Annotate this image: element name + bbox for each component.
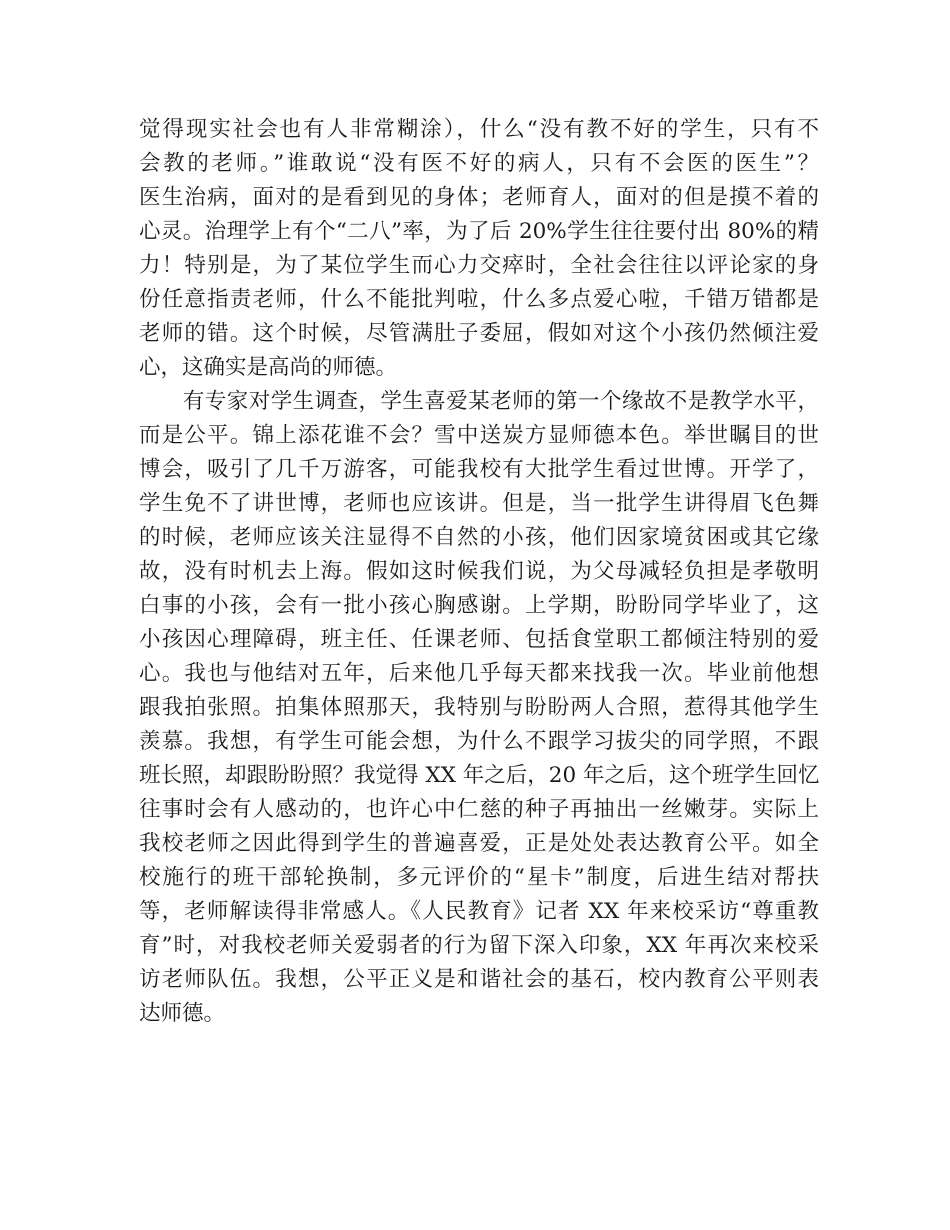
text-line: 老师的错。这个时候，尽管满肚子委屈，假如对这个小孩仍然倾注爱 [139, 321, 819, 346]
text-line: 心。我也与他结对五年，后来他几乎每天都来找我一次。毕业前他想 [139, 661, 819, 686]
text-line: 医生治病，面对的是看到见的身体；老师育人，面对的但是摸不着的 [139, 185, 819, 210]
text-line: 会教的老师。”谁敢说“没有医不好的病人，只有不会医的医生”？ [139, 151, 819, 176]
text-line: 学生免不了讲世博，老师也应该讲。但是，当一批学生讲得眉飞色舞 [139, 491, 819, 516]
text-line: 往事时会有人感动的，也许心中仁慈的种子再抽出一丝嫩芽。实际上 [139, 797, 819, 822]
text-line: 小孩因心理障碍，班主任、任课老师、包括食堂职工都倾注特别的爱 [139, 627, 819, 652]
text-line: 我校老师之因此得到学生的普遍喜爱，正是处处表达教育公平。如全 [139, 831, 819, 856]
text-line: 校施行的班干部轮换制，多元评价的“星卡”制度，后进生结对帮扶 [139, 865, 819, 890]
text-line: 心灵。治理学上有个“二八”率，为了后 20%学生往往要付出 80%的精 [139, 219, 819, 244]
text-line: 心，这确实是高尚的师德。 [139, 355, 398, 380]
text-line: 有专家对学生调查，学生喜爱某老师的第一个缘故不是教学水平， [139, 389, 819, 414]
text-line: 育”时，对我校老师关爱弱者的行为留下深入印象，XX 年再次来校采 [139, 933, 819, 958]
text-line: 的时候，老师应该关注显得不自然的小孩，他们因家境贫困或其它缘 [139, 525, 819, 550]
text-line: 博会，吸引了几千万游客，可能我校有大批学生看过世博。开学了， [139, 457, 819, 482]
text-line: 达师德。 [139, 1001, 226, 1026]
text-line: 力！特别是，为了某位学生而心力交瘁时，全社会往往以评论家的身 [139, 253, 819, 278]
text-line: 羡慕。我想，有学生可能会想，为什么不跟学习拔尖的同学照，不跟 [139, 729, 819, 754]
document-body [139, 113, 819, 1031]
text-line: 白事的小孩，会有一批小孩心胸感谢。上学期，盼盼同学毕业了，这 [139, 593, 819, 618]
text-line: 故，没有时机去上海。假如这时候我们说，为父母减轻负担是孝敬明 [139, 559, 819, 584]
paragraph-2 [139, 385, 819, 1031]
text-line: 访老师队伍。我想，公平正义是和谐社会的基石，校内教育公平则表 [139, 967, 819, 992]
text-line: 班长照，却跟盼盼照？我觉得 XX 年之后，20 年之后，这个班学生回忆 [139, 763, 820, 788]
text-line: 份任意指责老师，什么不能批判啦，什么多点爱心啦，千错万错都是 [139, 287, 819, 312]
text-line: 跟我拍张照。拍集体照那天，我特别与盼盼两人合照，惹得其他学生 [139, 695, 819, 720]
text-line: 等，老师解读得非常感人。《人民教育》记者 XX 年来校采访“尊重教 [139, 899, 819, 924]
text-line: 觉得现实社会也有人非常糊涂），什么“没有教不好的学生，只有不 [139, 117, 819, 142]
text-line: 而是公平。锦上添花谁不会？雪中送炭方显师德本色。举世瞩目的世 [139, 423, 819, 448]
paragraph-1 [139, 113, 819, 385]
